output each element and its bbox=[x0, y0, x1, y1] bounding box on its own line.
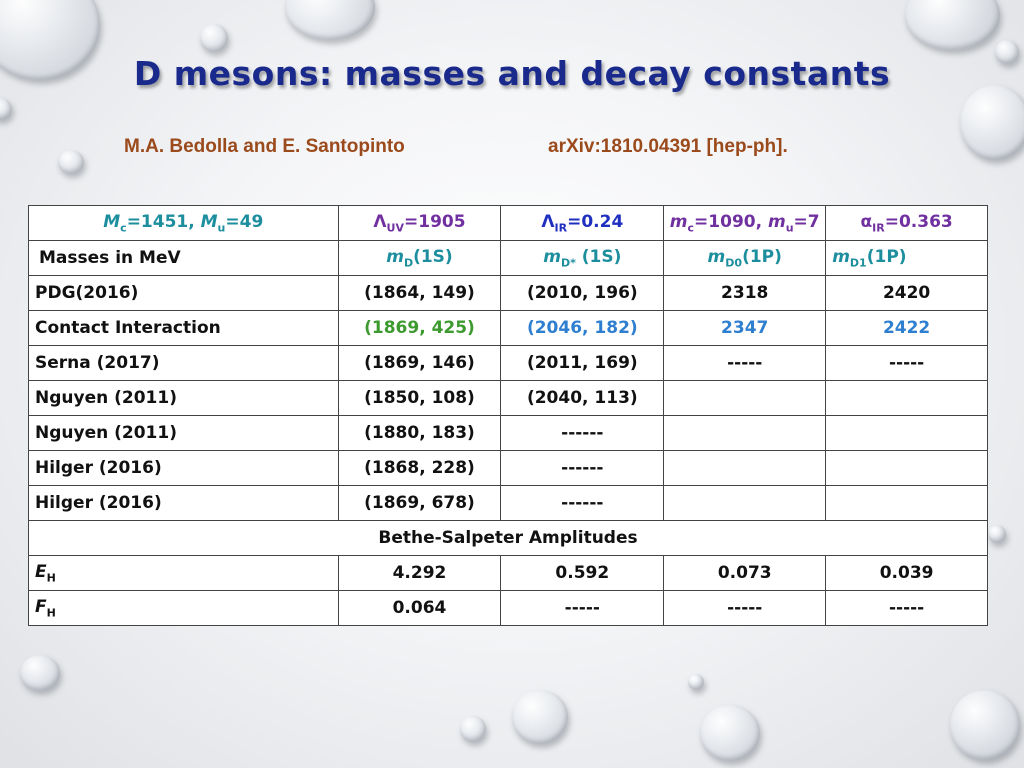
row-label: Nguyen (2011) bbox=[29, 381, 339, 416]
water-drop-decoration bbox=[0, 98, 12, 120]
table-cell: (2010, 196) bbox=[501, 276, 664, 311]
parameter-row bbox=[29, 206, 988, 241]
row-label: PDG(2016) bbox=[29, 276, 339, 311]
table-cell: 0.592 bbox=[501, 556, 664, 591]
table-row bbox=[29, 276, 988, 311]
table-cell: (1869, 146) bbox=[338, 346, 501, 381]
water-drop-decoration bbox=[58, 150, 84, 174]
section-heading: Bethe-Salpeter Amplitudes bbox=[29, 521, 988, 556]
row-label: $F_H$ bbox=[29, 591, 339, 626]
row-label: Hilger (2016) bbox=[29, 486, 339, 521]
table-row bbox=[29, 346, 988, 381]
water-drop-decoration bbox=[285, 0, 375, 40]
header-cell: $m_{D*}$ (1S) bbox=[501, 241, 664, 276]
table-cell: 0.073 bbox=[664, 556, 826, 591]
table-row bbox=[29, 381, 988, 416]
table-cell: ------ bbox=[501, 486, 664, 521]
table-cell bbox=[664, 381, 826, 416]
header-cell: $m_{D1}(1P)$ bbox=[826, 241, 988, 276]
table-cell: ----- bbox=[826, 346, 988, 381]
table-cell: 2347 bbox=[664, 311, 826, 346]
water-drop-decoration bbox=[460, 716, 486, 742]
table-cell: (2011, 169) bbox=[501, 346, 664, 381]
table-cell: ------ bbox=[501, 451, 664, 486]
table-cell: 2422 bbox=[826, 311, 988, 346]
table-cell bbox=[826, 486, 988, 521]
table-cell: (1880, 183) bbox=[338, 416, 501, 451]
section-row bbox=[29, 521, 988, 556]
table-cell: (1864, 149) bbox=[338, 276, 501, 311]
table-row bbox=[29, 556, 988, 591]
row-label: Serna (2017) bbox=[29, 346, 339, 381]
table-cell: ----- bbox=[664, 591, 826, 626]
table-cell: 2318 bbox=[664, 276, 826, 311]
param-cell: $m_c=1090$, $m_u=7$ bbox=[664, 206, 826, 241]
results-table bbox=[28, 205, 988, 626]
header-cell: $m_D(1S)$ bbox=[338, 241, 501, 276]
table-row bbox=[29, 311, 988, 346]
param-cell: $\Lambda_{IR}=0.24$ bbox=[501, 206, 664, 241]
table-cell: (1869, 425) bbox=[338, 311, 501, 346]
water-drop-decoration bbox=[688, 674, 704, 690]
table-cell bbox=[826, 451, 988, 486]
table-cell: (1850, 108) bbox=[338, 381, 501, 416]
row-label: Hilger (2016) bbox=[29, 451, 339, 486]
authors: M.A. Bedolla and E. Santopinto bbox=[124, 136, 405, 157]
water-drop-decoration bbox=[700, 705, 760, 761]
param-cell: $M_c=1451$, $M_u=49$ bbox=[29, 206, 339, 241]
water-drop-decoration bbox=[960, 85, 1024, 160]
table-cell bbox=[664, 486, 826, 521]
water-drop-decoration bbox=[950, 690, 1020, 760]
table-cell bbox=[664, 416, 826, 451]
table-cell bbox=[664, 451, 826, 486]
header-row bbox=[29, 241, 988, 276]
table-cell: ----- bbox=[501, 591, 664, 626]
water-drop-decoration bbox=[905, 0, 1000, 50]
row-label: Nguyen (2011) bbox=[29, 416, 339, 451]
param-cell: $\Lambda_{UV}=1905$ bbox=[338, 206, 501, 241]
table-row bbox=[29, 451, 988, 486]
table-cell: 4.292 bbox=[338, 556, 501, 591]
table-cell: (1869, 678) bbox=[338, 486, 501, 521]
table-cell: ----- bbox=[826, 591, 988, 626]
table-row bbox=[29, 591, 988, 626]
table-cell: (2040, 113) bbox=[501, 381, 664, 416]
water-drop-decoration bbox=[988, 525, 1006, 543]
table-cell: 0.039 bbox=[826, 556, 988, 591]
water-drop-decoration bbox=[20, 655, 60, 691]
water-drop-decoration bbox=[512, 690, 568, 744]
slide-title: D mesons: masses and decay constants bbox=[133, 54, 891, 93]
table-cell: 2420 bbox=[826, 276, 988, 311]
header-cell: $m_{D0}(1P)$ bbox=[664, 241, 826, 276]
table-row bbox=[29, 486, 988, 521]
header-label: Masses in MeV bbox=[29, 241, 339, 276]
table-cell bbox=[826, 381, 988, 416]
table-cell: ----- bbox=[664, 346, 826, 381]
row-label: $E_H$ bbox=[29, 556, 339, 591]
table-cell: 0.064 bbox=[338, 591, 501, 626]
arxiv-reference: arXiv:1810.04391 [hep-ph]. bbox=[548, 136, 788, 157]
table-cell: (2046, 182) bbox=[501, 311, 664, 346]
row-label: Contact Interaction bbox=[29, 311, 339, 346]
table-cell bbox=[826, 416, 988, 451]
table-row bbox=[29, 416, 988, 451]
table-cell: ------ bbox=[501, 416, 664, 451]
param-cell: $\alpha_{IR}=0.363$ bbox=[826, 206, 988, 241]
water-drop-decoration bbox=[200, 24, 228, 52]
table-cell: (1868, 228) bbox=[338, 451, 501, 486]
